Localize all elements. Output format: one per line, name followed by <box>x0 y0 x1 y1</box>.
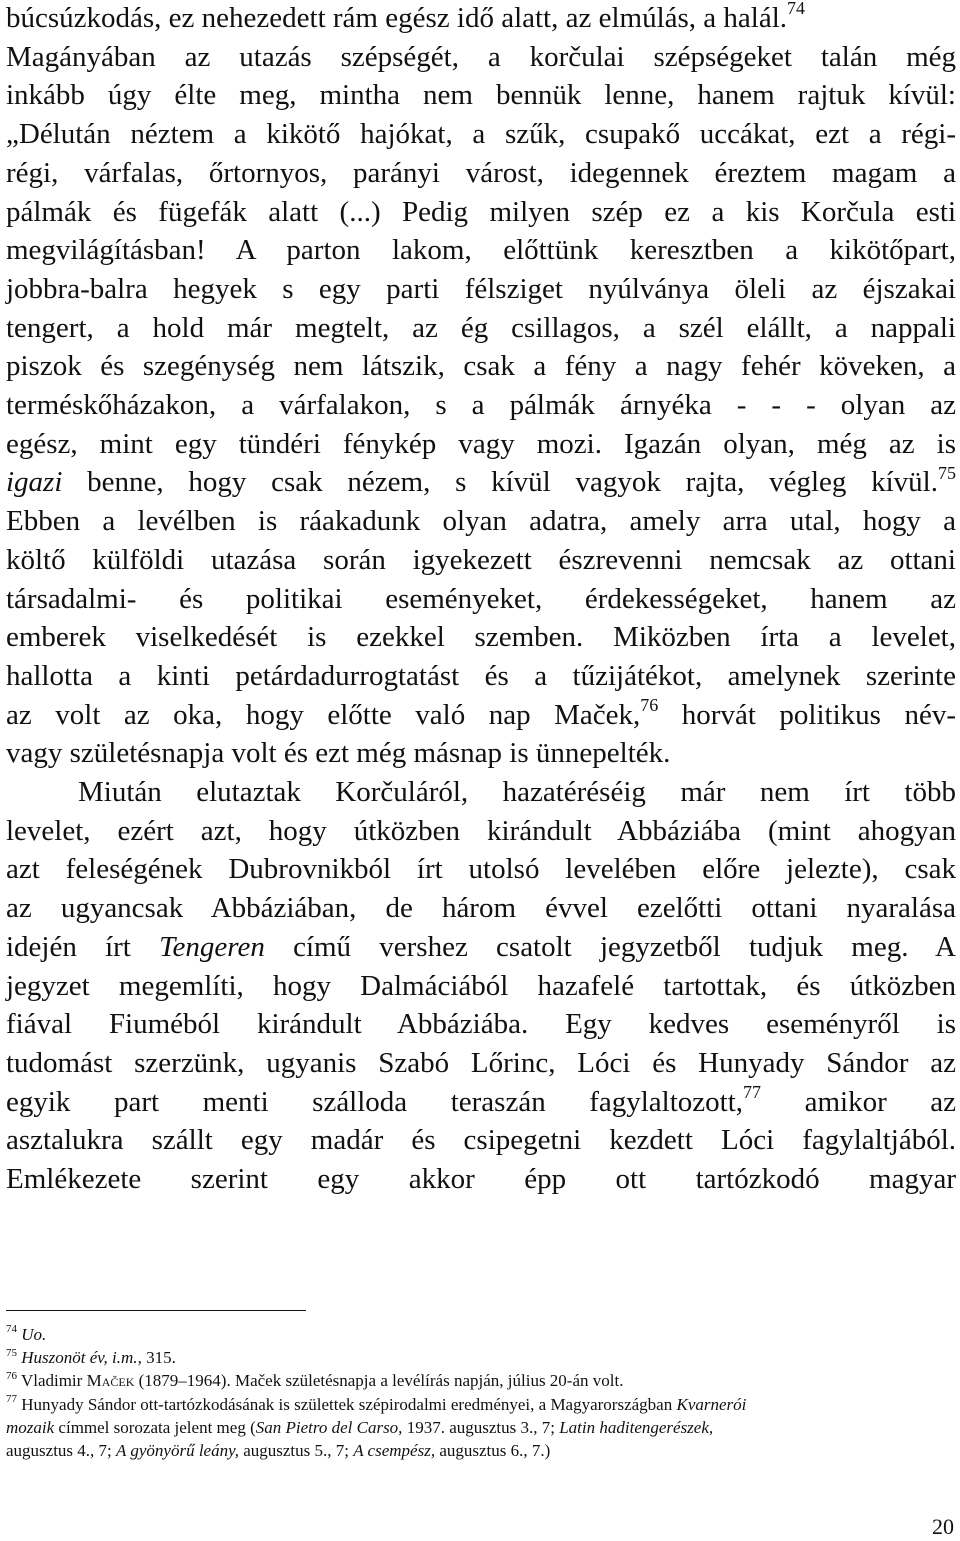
text-segment: jobbra-balra hegyek s egy parti félsziget nyúlványa öleli az éjszakai <box>6 272 956 305</box>
body-line <box>6 968 956 1004</box>
text-segment: című vershez csatolt jegyzetből tudjuk meg. A <box>264 930 956 963</box>
text-segment: pálmák és fügefák alatt (...) Pedig milyen szép ez a kis Korčula esti <box>6 195 956 228</box>
body-line <box>6 658 956 694</box>
footnote-line <box>6 1440 956 1462</box>
text-segment: (1879–1964). Maček születésnapja a levélírás napján, július 20-án volt. <box>134 1371 624 1391</box>
text-segment: piszok és szegénység nem látszik, csak a fény a nagy fehér köveken, a <box>6 350 956 383</box>
footnote-separator <box>6 1310 306 1311</box>
body-line <box>6 387 956 423</box>
text-segment: egész, mint egy tündéri fénykép vagy mozi. Igazán olyan, még az is <box>6 427 956 460</box>
text-segment: Emlékezete szerint egy akkor épp ott tartózkodó magyar <box>6 1163 956 1195</box>
text-segment: augusztus 6., 7.) <box>435 1441 551 1460</box>
text-segment: az volt az oka, hogy előtte való nap Maček, <box>6 698 641 731</box>
footnote-reference: 74 <box>787 0 806 19</box>
text-segment: megvilágításban! A parton lakom, előttünk keresztben a kikötőpart, <box>6 234 956 267</box>
italic-text: Uo. <box>21 1325 47 1344</box>
text-segment: horvát politikus név- <box>658 698 956 731</box>
body-line <box>6 464 956 500</box>
page-number: 20 <box>932 1514 954 1539</box>
body-line <box>6 735 956 771</box>
body-line <box>6 503 956 539</box>
text-segment: emberek viselkedését is ezekkel szemben. Miközben írta a levelet, <box>6 621 956 654</box>
text-segment: Ebben a levélben is ráakadunk olyan adatra, amely arra utal, hogy a <box>6 505 956 538</box>
text-segment: 1937. augusztus 3., 7; <box>402 1417 560 1437</box>
body-line <box>6 581 956 617</box>
text-segment: inkább úgy élte meg, mintha nem bennük lenne, hanem rajtuk kívül: <box>6 79 956 112</box>
text-segment: asztalukra szállt egy madár és csipegetni kezdett Lóci fagylaltjából. <box>6 1124 956 1157</box>
body-line <box>6 890 956 926</box>
body-line <box>6 619 956 655</box>
text-segment: társadalmi- és politikai eseményeket, érdekességeket, hanem az <box>6 582 956 615</box>
text-segment: „Délután néztem a kikötő hajókat, a szűk, csupakő uccákat, ezt a régi- <box>6 118 956 151</box>
footnote-line <box>6 1347 956 1369</box>
footnote-line <box>6 1417 956 1439</box>
text-segment: Vladimir <box>17 1371 87 1391</box>
body-line <box>6 155 956 191</box>
italic-text: Tengeren <box>159 930 265 963</box>
body-line <box>6 39 956 75</box>
body-line <box>6 310 956 346</box>
text-segment: augusztus 5., 7; <box>238 1441 354 1460</box>
text-segment: , 315. <box>137 1348 176 1368</box>
footnote-line <box>6 1370 956 1392</box>
body-line <box>6 1122 956 1158</box>
text-segment: azt feleségének Dubrovnikból írt utolsó levelében előre jelezte), csak <box>6 853 956 886</box>
footnote-reference: 77 <box>6 1392 17 1405</box>
text-segment: benne, hogy csak nézem, s kívül vagyok rajta, végleg kívül. <box>62 466 938 499</box>
body-line <box>6 116 956 152</box>
italic-text: Latin haditengerészek, <box>559 1417 714 1437</box>
body-line <box>6 232 956 268</box>
body-line <box>6 851 956 887</box>
text-segment: augusztus 4., 7; <box>6 1441 117 1460</box>
body-line <box>6 77 956 113</box>
text-segment: tudomást szerzünk, ugyanis Szabó Lőrinc, Lóci és Hunyady Sándor az <box>6 1046 956 1079</box>
italic-text: Kvarnerói <box>676 1394 747 1414</box>
body-line <box>6 929 956 965</box>
text-segment: hallotta a kinti petárdadurrogtatást és a tűzijátékot, amelynek szerinte <box>6 659 956 692</box>
body-line <box>6 1081 957 1120</box>
italic-text: Huszonöt év, i.m. <box>21 1348 138 1368</box>
text-segment: Magányában az utazás szépségét, a korčulai szépségeket talán még <box>6 40 956 73</box>
body-line <box>6 694 956 733</box>
body-line <box>78 774 956 810</box>
italic-text: mozaik <box>6 1417 55 1437</box>
body-line <box>6 426 956 462</box>
small-caps-text: Maček <box>86 1371 135 1391</box>
body-line <box>6 1006 956 1042</box>
text-segment: régi, várfalas, őrtornyos, parányi várost, idegennek éreztem magam a <box>6 156 956 189</box>
text-segment: búcsúzkodás, ez nehezedett rám egész idő alatt, az elmúlás, a halál. <box>6 2 788 34</box>
text-segment: Miután elutaztak Korčuláról, hazatéréséig már nem írt több <box>78 776 956 808</box>
text-segment: vagy születésnapja volt és ezt még másnap is ünnepelték. <box>6 737 671 770</box>
body-line <box>6 348 956 384</box>
body-line <box>6 1161 956 1197</box>
body-line <box>6 271 956 307</box>
footnote-reference: 74 <box>6 1323 17 1336</box>
italic-text: A gyönyörű leány, <box>116 1441 239 1460</box>
footnote-line <box>6 1324 956 1346</box>
body-line <box>6 1045 956 1081</box>
body-line <box>6 0 956 36</box>
footnote-reference: 76 <box>640 694 659 715</box>
text-segment: címmel sorozata jelent meg ( <box>54 1417 256 1437</box>
text-segment: terméskőházakon, a várfalakon, s a pálmák árnyéka - - - olyan az <box>6 389 956 421</box>
text-segment: levelet, ezért azt, hogy útközben kirándult Abbáziába (mint ahogyan <box>6 814 956 847</box>
footnote-reference: 75 <box>6 1346 17 1359</box>
italic-text: San Pietro del Carso, <box>255 1417 403 1437</box>
text-segment: fiával Fiuméból kirándult Abbáziába. Egy kedves eseményről is <box>6 1008 956 1041</box>
text-segment: az ugyancsak Abbáziában, de három évvel ezelőtti ottani nyaralása <box>6 892 956 925</box>
text-segment: jegyzet megemlíti, hogy Dalmáciából hazafelé tartottak, és útközben <box>6 969 956 1002</box>
text-segment: Hunyady Sándor ott-tartózkodásának is születtek szépirodalmi eredményei, a Magyarországban <box>17 1394 677 1414</box>
text-segment: költő külföldi utazása során igyekezett észrevenni nemcsak az ottani <box>6 543 956 576</box>
text-segment: amikor az <box>761 1085 957 1118</box>
text-segment: idején írt <box>6 930 160 963</box>
body-line <box>6 542 956 578</box>
text-segment: tengert, a hold már megtelt, az ég csillagos, a szél elállt, a nappali <box>6 311 956 344</box>
italic-text: A csempész, <box>353 1441 436 1460</box>
footnote-reference: 75 <box>938 462 956 483</box>
italic-text: igazi <box>6 466 63 499</box>
body-line <box>6 194 956 230</box>
footnote-line <box>6 1394 956 1416</box>
body-line <box>6 813 956 849</box>
footnote-reference: 76 <box>6 1369 17 1382</box>
footnote-reference: 77 <box>743 1081 762 1102</box>
text-segment: egyik part menti szálloda teraszán fagylaltozott, <box>6 1085 744 1118</box>
